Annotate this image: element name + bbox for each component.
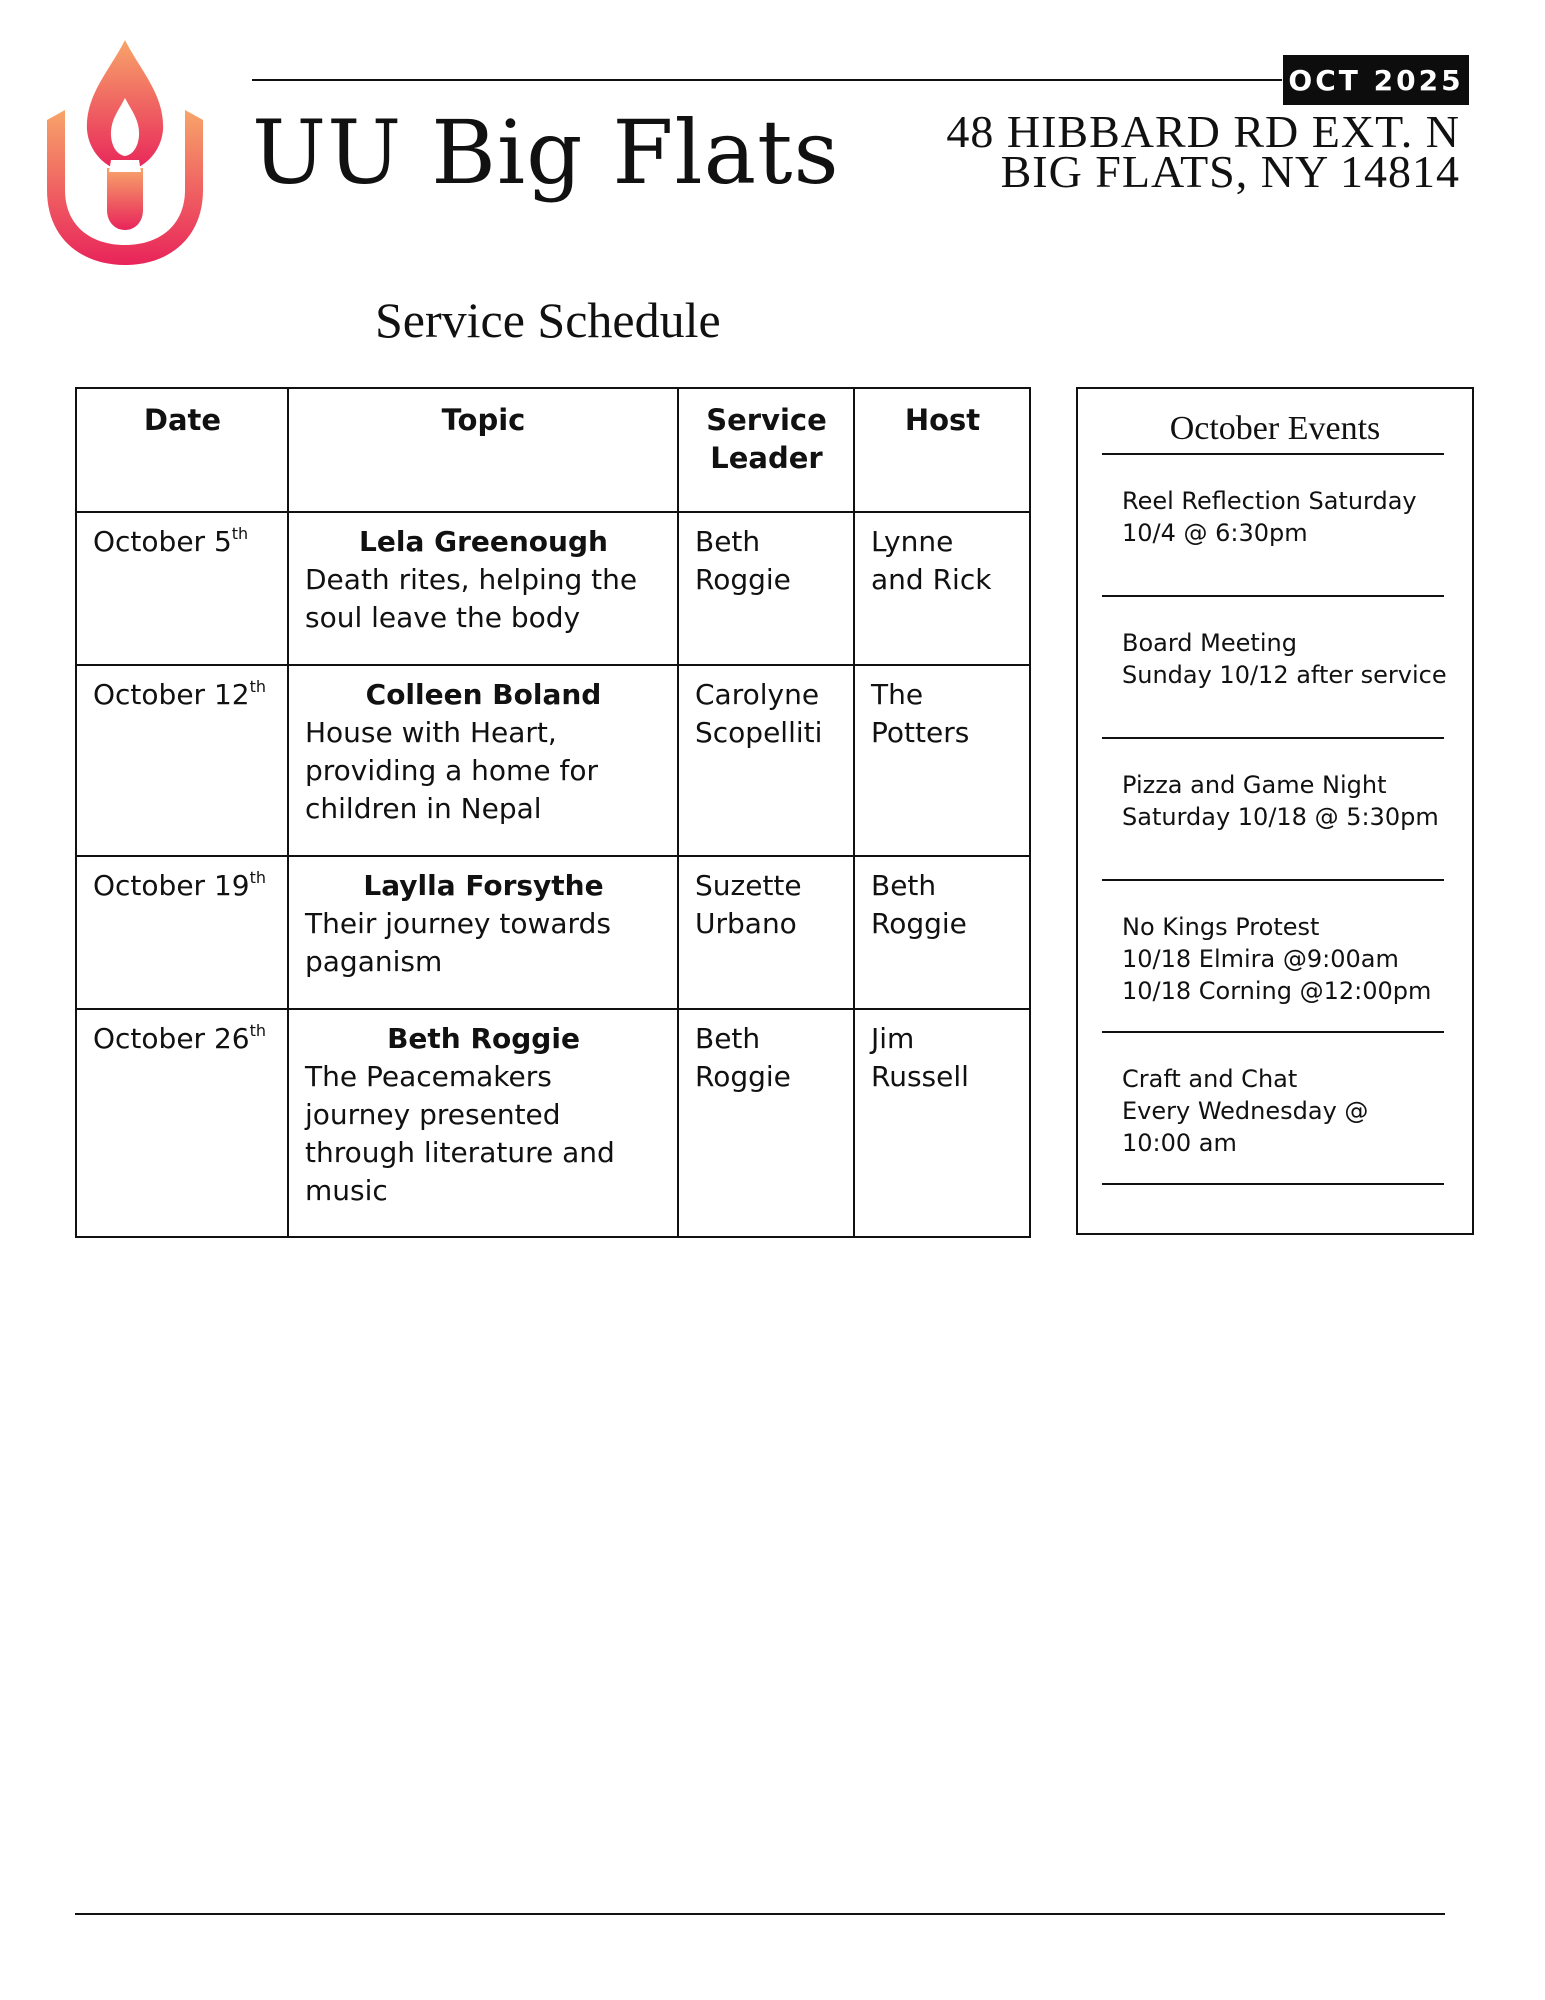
leader-cell: Beth Roggie bbox=[678, 512, 854, 665]
host-cell: Lynne and Rick bbox=[854, 512, 1030, 665]
topic-cell bbox=[288, 512, 678, 665]
event-item: Craft and Chat Every Wednesday @ 10:00 am bbox=[1102, 1033, 1444, 1185]
table-row bbox=[76, 512, 1030, 665]
section-title: Service Schedule bbox=[375, 292, 721, 348]
topic-cell bbox=[288, 665, 678, 856]
date-cell: October 12th bbox=[76, 665, 288, 856]
column-header-topic: Topic bbox=[288, 388, 678, 512]
org-name: UU Big Flats bbox=[252, 101, 840, 204]
host-cell: The Potters bbox=[854, 665, 1030, 856]
service-schedule-table bbox=[75, 387, 1031, 1238]
leader-cell: Suzette Urbano bbox=[678, 856, 854, 1009]
events-title: October Events bbox=[1169, 410, 1381, 447]
column-header-host: Host bbox=[854, 388, 1030, 512]
event-item: Pizza and Game Night Saturday 10/18 @ 5:30pm bbox=[1102, 739, 1444, 881]
topic-text: House with Heart, providing a home for children in Nepal bbox=[305, 716, 598, 825]
header-rule bbox=[252, 79, 1282, 81]
events-list bbox=[1102, 453, 1447, 1185]
event-item: Reel Reflection Saturday 10/4 @ 6:30pm bbox=[1102, 455, 1444, 597]
date-cell: October 5th bbox=[76, 512, 288, 665]
footer-rule bbox=[75, 1913, 1445, 1915]
topic-text: Their journey towards paganism bbox=[305, 907, 611, 978]
event-item: No Kings Protest 10/18 Elmira @9:00am 10/18 Corning @12:00pm bbox=[1102, 881, 1444, 1033]
column-header-date: Date bbox=[76, 388, 288, 512]
topic-cell bbox=[288, 1009, 678, 1237]
chalice-logo bbox=[45, 40, 205, 270]
date-cell: October 19th bbox=[76, 856, 288, 1009]
topic-cell bbox=[288, 856, 678, 1009]
leader-cell: Carolyne Scopelliti bbox=[678, 665, 854, 856]
event-item: Board Meeting Sunday 10/12 after service bbox=[1102, 597, 1444, 739]
speaker-name: Beth Roggie bbox=[387, 1022, 580, 1055]
table-header-row bbox=[76, 388, 1030, 512]
address bbox=[946, 106, 1460, 197]
speaker-name: Lela Greenough bbox=[359, 525, 608, 558]
address-line-2: BIG FLATS, NY 14814 bbox=[1000, 146, 1460, 197]
october-events-panel bbox=[1076, 387, 1474, 1235]
date-cell: October 26th bbox=[76, 1009, 288, 1237]
table-row bbox=[76, 856, 1030, 1009]
leader-cell: Beth Roggie bbox=[678, 1009, 854, 1237]
host-cell: Beth Roggie bbox=[854, 856, 1030, 1009]
host-cell: Jim Russell bbox=[854, 1009, 1030, 1237]
speaker-name: Colleen Boland bbox=[365, 678, 602, 711]
column-header-service-leader: Service Leader bbox=[678, 388, 854, 512]
address-line-1: 48 HIBBARD RD EXT. N bbox=[946, 106, 1460, 157]
issue-badge: OCT 2025 bbox=[1283, 55, 1469, 105]
speaker-name: Laylla Forsythe bbox=[363, 869, 604, 902]
topic-text: The Peacemakers journey presented through literature and music bbox=[305, 1060, 615, 1207]
table-row bbox=[76, 1009, 1030, 1237]
topic-text: Death rites, helping the soul leave the body bbox=[305, 563, 638, 634]
table-row bbox=[76, 665, 1030, 856]
